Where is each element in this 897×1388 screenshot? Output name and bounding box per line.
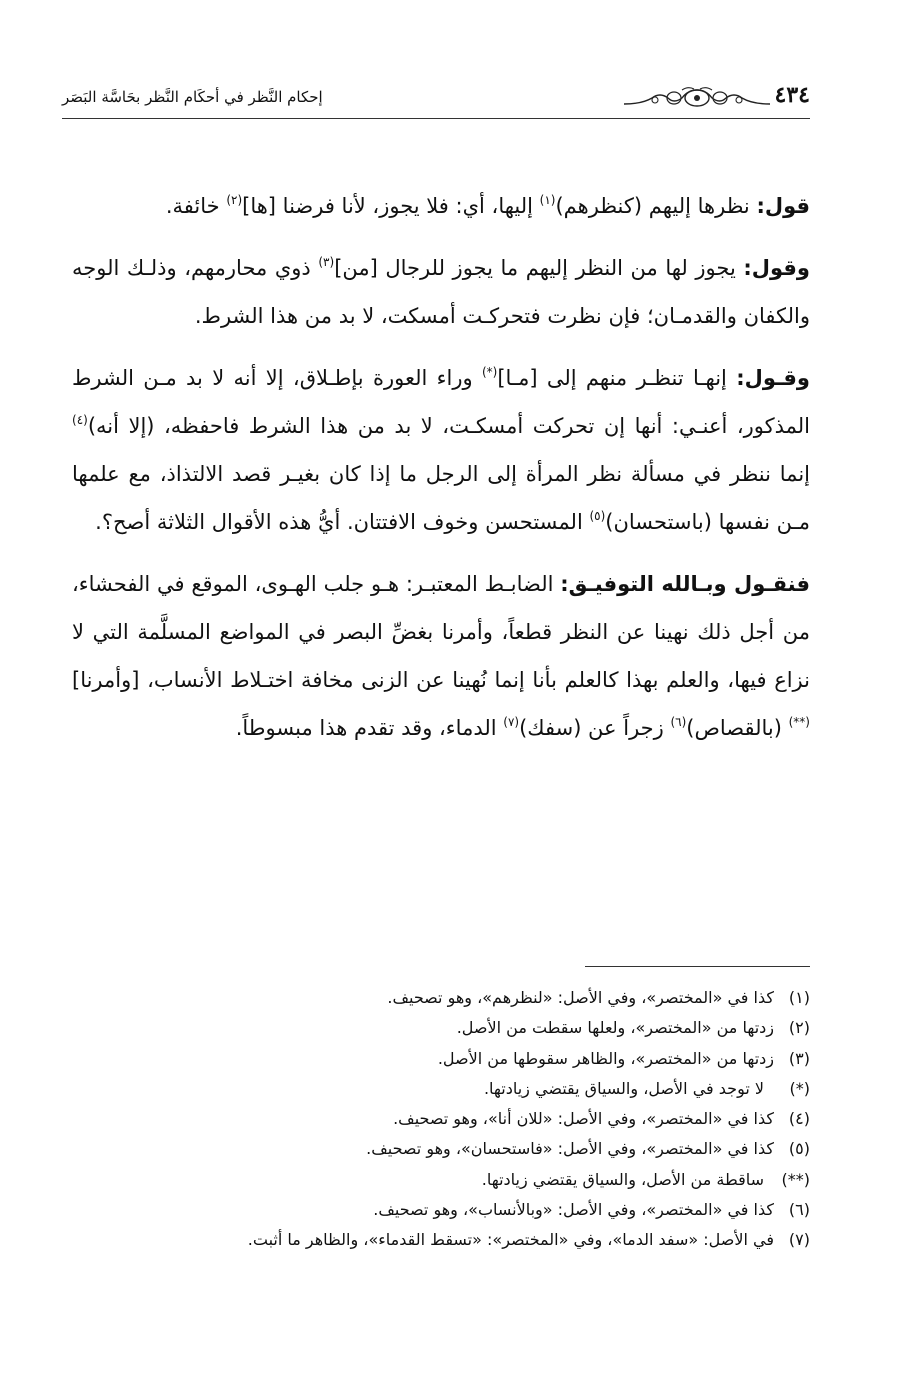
footnotes xyxy=(110,983,810,1256)
footnote-item xyxy=(110,1225,810,1255)
footnote-marker: (*) xyxy=(789,1078,810,1098)
paragraph-lead: قول: xyxy=(756,194,810,218)
footnote-text: لا توجد في الأصل، والسياق يقتضي زيادتها. xyxy=(483,1078,764,1098)
paragraph-text: إنهـا تنظـر منهم إلى [مـا] xyxy=(497,366,737,390)
running-title: إحكام النَّظر في أحكَام النَّظر بحَاسَّة البَصَر xyxy=(62,88,323,106)
paragraph-text: وراء العورة بإطـلاق، إلا أنه لا بد مـن الشرط المذكور، أعنـي: أنها إن تحركت أمسكـت، لا بد من هذا الشرط فاحفظه، (إلا أنه) xyxy=(72,366,810,438)
footnote-ref: (٣) xyxy=(318,255,335,269)
ornament-divider-icon xyxy=(622,84,772,110)
paragraph-text: المستحسن وخوف الافتتان. أيُّ هذه الأقوال الثلاثة أصح؟. xyxy=(95,510,590,534)
paragraph-3 xyxy=(72,354,810,546)
footnote-marker: (٤) xyxy=(788,1109,810,1129)
footnote-ref: (٤) xyxy=(72,413,88,427)
paragraph-4 xyxy=(72,560,810,752)
paragraph-lead: وقول: xyxy=(743,256,810,280)
paragraph-text: يجوز لها من النظر إليهم ما يجوز للرجال [من] xyxy=(334,256,744,280)
paragraph-lead: فنقـول وبـالله التوفيـق: xyxy=(560,572,811,596)
footnote-text: زدتها من «المختصر»، والظاهر سقوطها من الأصل. xyxy=(437,1048,774,1068)
footnote-marker: (٢) xyxy=(788,1018,810,1038)
footnote-item xyxy=(110,1104,810,1134)
footnote-text: في الأصل: «سفد الدما»، وفي «المختصر»: «تسقط القدماء»، والظاهر ما أثبت. xyxy=(247,1230,774,1250)
page-number: ٤٣٤ xyxy=(774,82,810,108)
footnote-item xyxy=(110,1044,810,1074)
footnote-marker: (٣) xyxy=(788,1048,810,1068)
paragraph-1 xyxy=(72,182,810,230)
footnote-text: كذا في «المختصر»، وفي الأصل: «فاستحسان»، وهو تصحيف. xyxy=(366,1139,774,1159)
footnote-ref: (٦) xyxy=(670,715,687,729)
paragraph-text: نظرها إليهم (كنظرهم) xyxy=(555,194,757,218)
paragraph-text: إليها، أي: فلا يجوز، لأنا فرضنا [ها] xyxy=(242,194,540,218)
paragraph-text: زجراً عن (سفك) xyxy=(519,716,671,740)
footnote-ref: (١) xyxy=(539,193,556,207)
header-rule xyxy=(62,118,810,119)
paragraph-text: خائفة. xyxy=(165,194,227,218)
footnote-item xyxy=(110,1134,810,1164)
paragraph-text: ذوي محارمهم، وذلـك الوجه والكفان والقدمـان؛ فإن نظرت فتحركـت أمسكت، لا بد من هذا الشرط. xyxy=(72,256,810,328)
footnote-marker: (٧) xyxy=(788,1230,810,1250)
footnote-item xyxy=(110,983,810,1013)
page-header xyxy=(62,78,810,118)
footnote-ref: (*) xyxy=(481,365,498,379)
footnote-item xyxy=(110,1165,810,1195)
footnote-item xyxy=(110,1195,810,1225)
footnote-marker: (١) xyxy=(788,988,810,1007)
main-text xyxy=(72,182,810,766)
footnote-marker: (٦) xyxy=(788,1200,810,1220)
footnote-text: كذا في «المختصر»، وفي الأصل: «وبالأنساب»، وهو تصحيف. xyxy=(373,1200,774,1220)
footnote-marker: (٥) xyxy=(788,1139,810,1159)
footnote-ref: (**) xyxy=(788,715,810,729)
paragraph-lead: وقـول: xyxy=(736,366,810,390)
footnote-separator xyxy=(585,966,810,967)
footnote-text: ساقطة من الأصل، والسياق يقتضي زيادتها. xyxy=(481,1169,764,1189)
footnote-text: كذا في «المختصر»، وفي الأصل: «لنظرهم»، وهو تصحيف. xyxy=(387,988,774,1007)
paragraph-text: (بالقصاص) xyxy=(686,716,789,740)
paragraph-text: الدماء، وقد تقدم هذا مبسوطاً. xyxy=(235,716,504,740)
footnote-item xyxy=(110,1074,810,1104)
footnote-ref: (٢) xyxy=(226,193,243,207)
footnote-text: زدتها من «المختصر»، ولعلها سقطت من الأصل. xyxy=(456,1018,774,1038)
footnote-text: كذا في «المختصر»، وفي الأصل: «للان أنا»، وهو تصحيف. xyxy=(393,1109,774,1129)
footnote-item xyxy=(110,1013,810,1043)
paragraph-2 xyxy=(72,244,810,340)
paragraph-text: إنما ننظر في مسألة نظر المرأة إلى الرجل ما إذا كان بغيـر قصد الالتذاذ، مع علمها مـن نفسها (باستحسان) xyxy=(72,462,810,534)
footnote-ref: (٥) xyxy=(589,509,606,523)
footnote-marker: (**) xyxy=(781,1169,810,1189)
paragraph-text: الضابـط المعتبـر: هـو جلب الهـوى، الموقع في الفحشاء، من أجل ذلك نهينا عن النظر قطعاً، وأمرنا بغضِّ البصر في المواضع المسلَّمة التي لا نزاع فيها، والعلم بهذا كالعلم بأنا إنما نُهينا عن الزنى مخافة اختـلاط الأنساب، [وأمرنا] xyxy=(72,572,810,692)
footnote-ref: (٧) xyxy=(503,715,520,729)
